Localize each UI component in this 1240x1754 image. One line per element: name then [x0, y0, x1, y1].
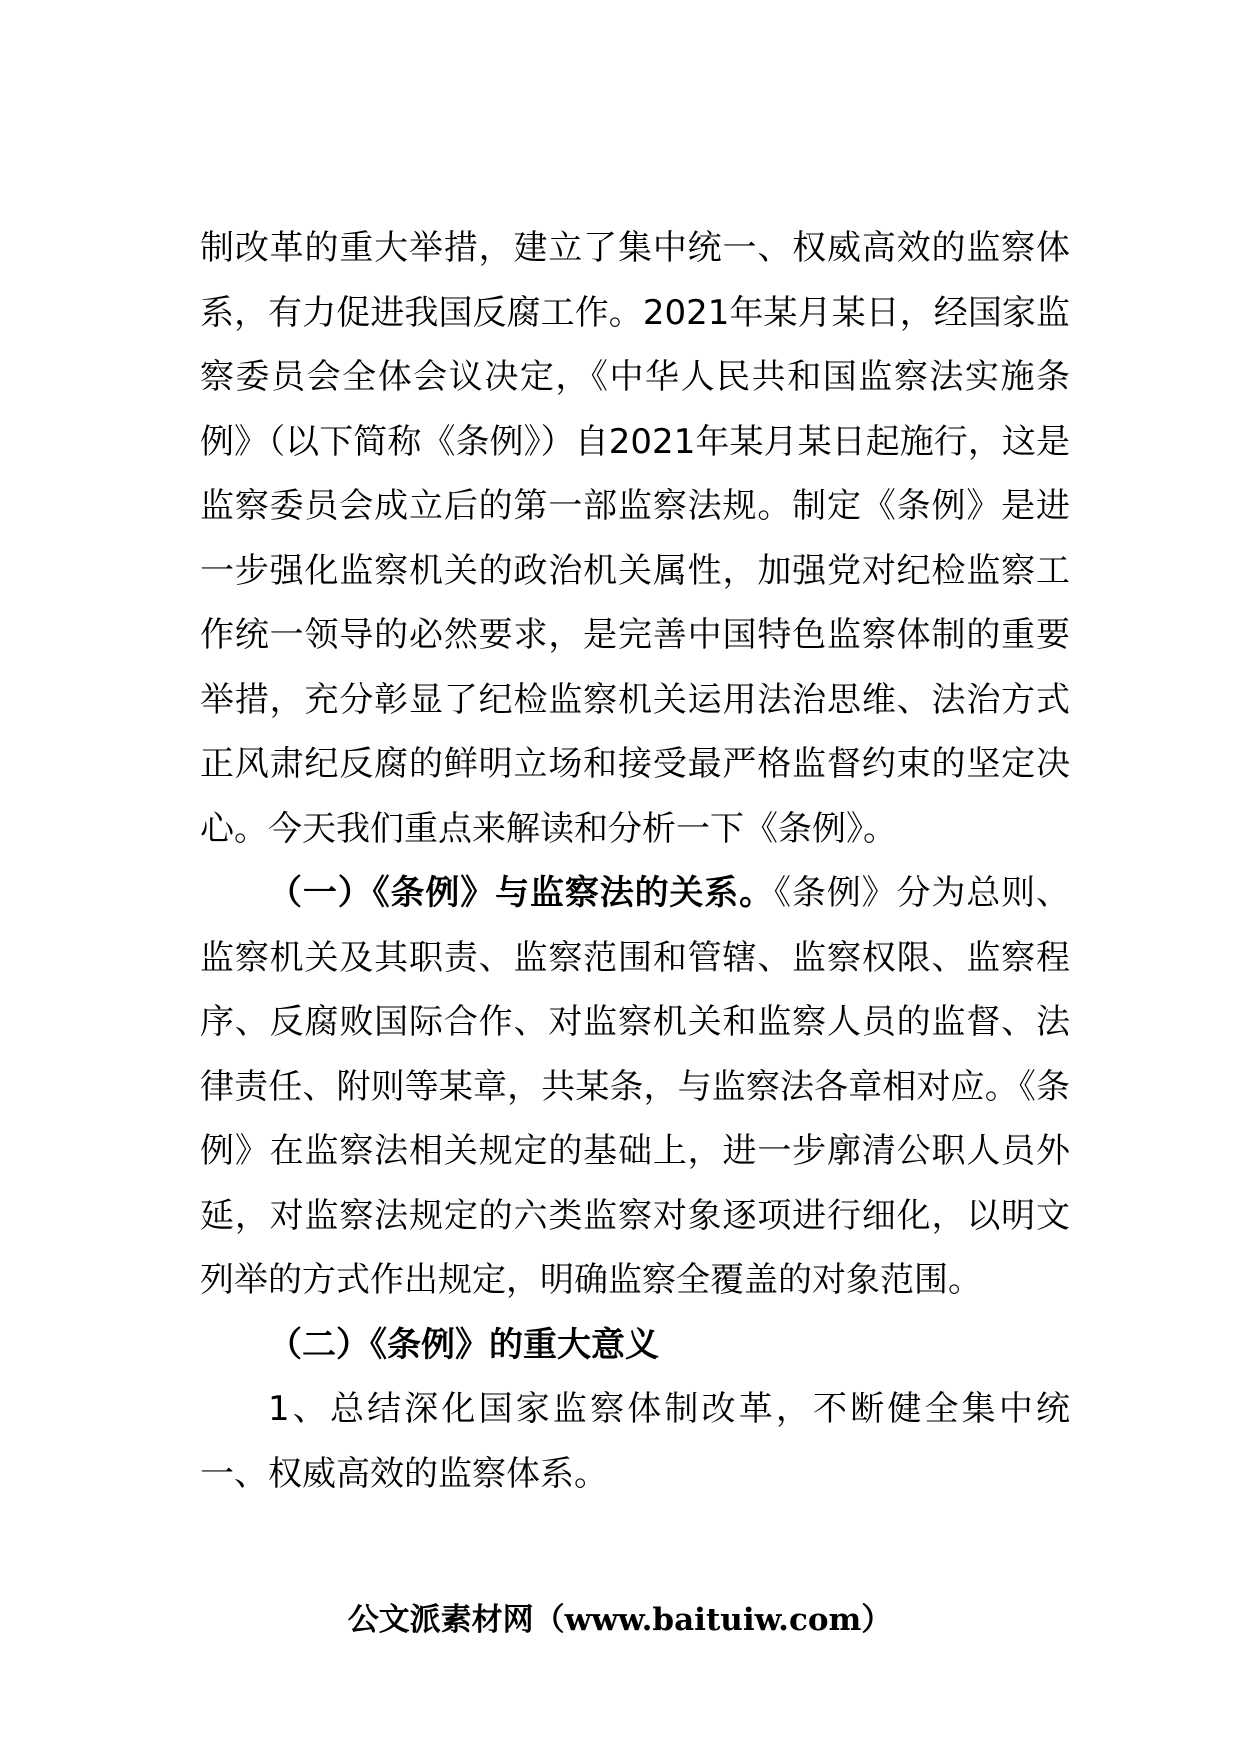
section-heading-significance: （二）《条例》的重大意义: [268, 1324, 659, 1365]
paragraph-intro: [200, 216, 1070, 861]
paragraph-significance-heading: [200, 1313, 1070, 1378]
paragraph-text: 《条例》分为总则、监察机关及其职责、监察范围和管辖、监察权限、监察程序、反腐败国际合作、对监察机关和监察人员的监督、法律责任、附则等某章，共某条，与监察法各章相对应。《条例》在监察法相关规定的基础上，进一步廓清公职人员外延，对监察法规定的六类监察对象逐项进行细化，以明文列举的方式作出规定，明确监察全覆盖的对象范围。: [200, 873, 1071, 1300]
paragraph-point-1: [200, 1377, 1070, 1506]
paragraph-relationship: [200, 861, 1070, 1313]
paragraph-text: 1、总结深化国家监察体制改革，不断健全集中统一、权威高效的监察体系。: [200, 1389, 1070, 1494]
document-body: [200, 216, 1070, 1506]
section-heading-relationship: （一）《条例》与监察法的关系。: [268, 873, 775, 913]
paragraph-text: 制改革的重大举措，建立了集中统一、权威高效的监察体系，有力促进我国反腐工作。2021年某月某日，经国家监察委员会全体会议决定，《中华人民共和国监察法实施条例》（以下简称《条例》）自2021年某月某日起施行，这是监察委员会成立后的第一部监察法规。制定《条例》是进一步强化监察机关的政治机关属性，加强党对纪检监察工作统一领导的必然要求，是完善中国特色监察体制的重要举措，充分彰显了纪检监察机关运用法治思维、法治方式正风肃纪反腐的鲜明立场和接受最严格监督约束的坚定决心。今天我们重点来解读和分析一下《条例》。: [200, 228, 1070, 849]
footer-watermark: 公文派素材网（www.baituiw.com）: [347, 1602, 893, 1638]
